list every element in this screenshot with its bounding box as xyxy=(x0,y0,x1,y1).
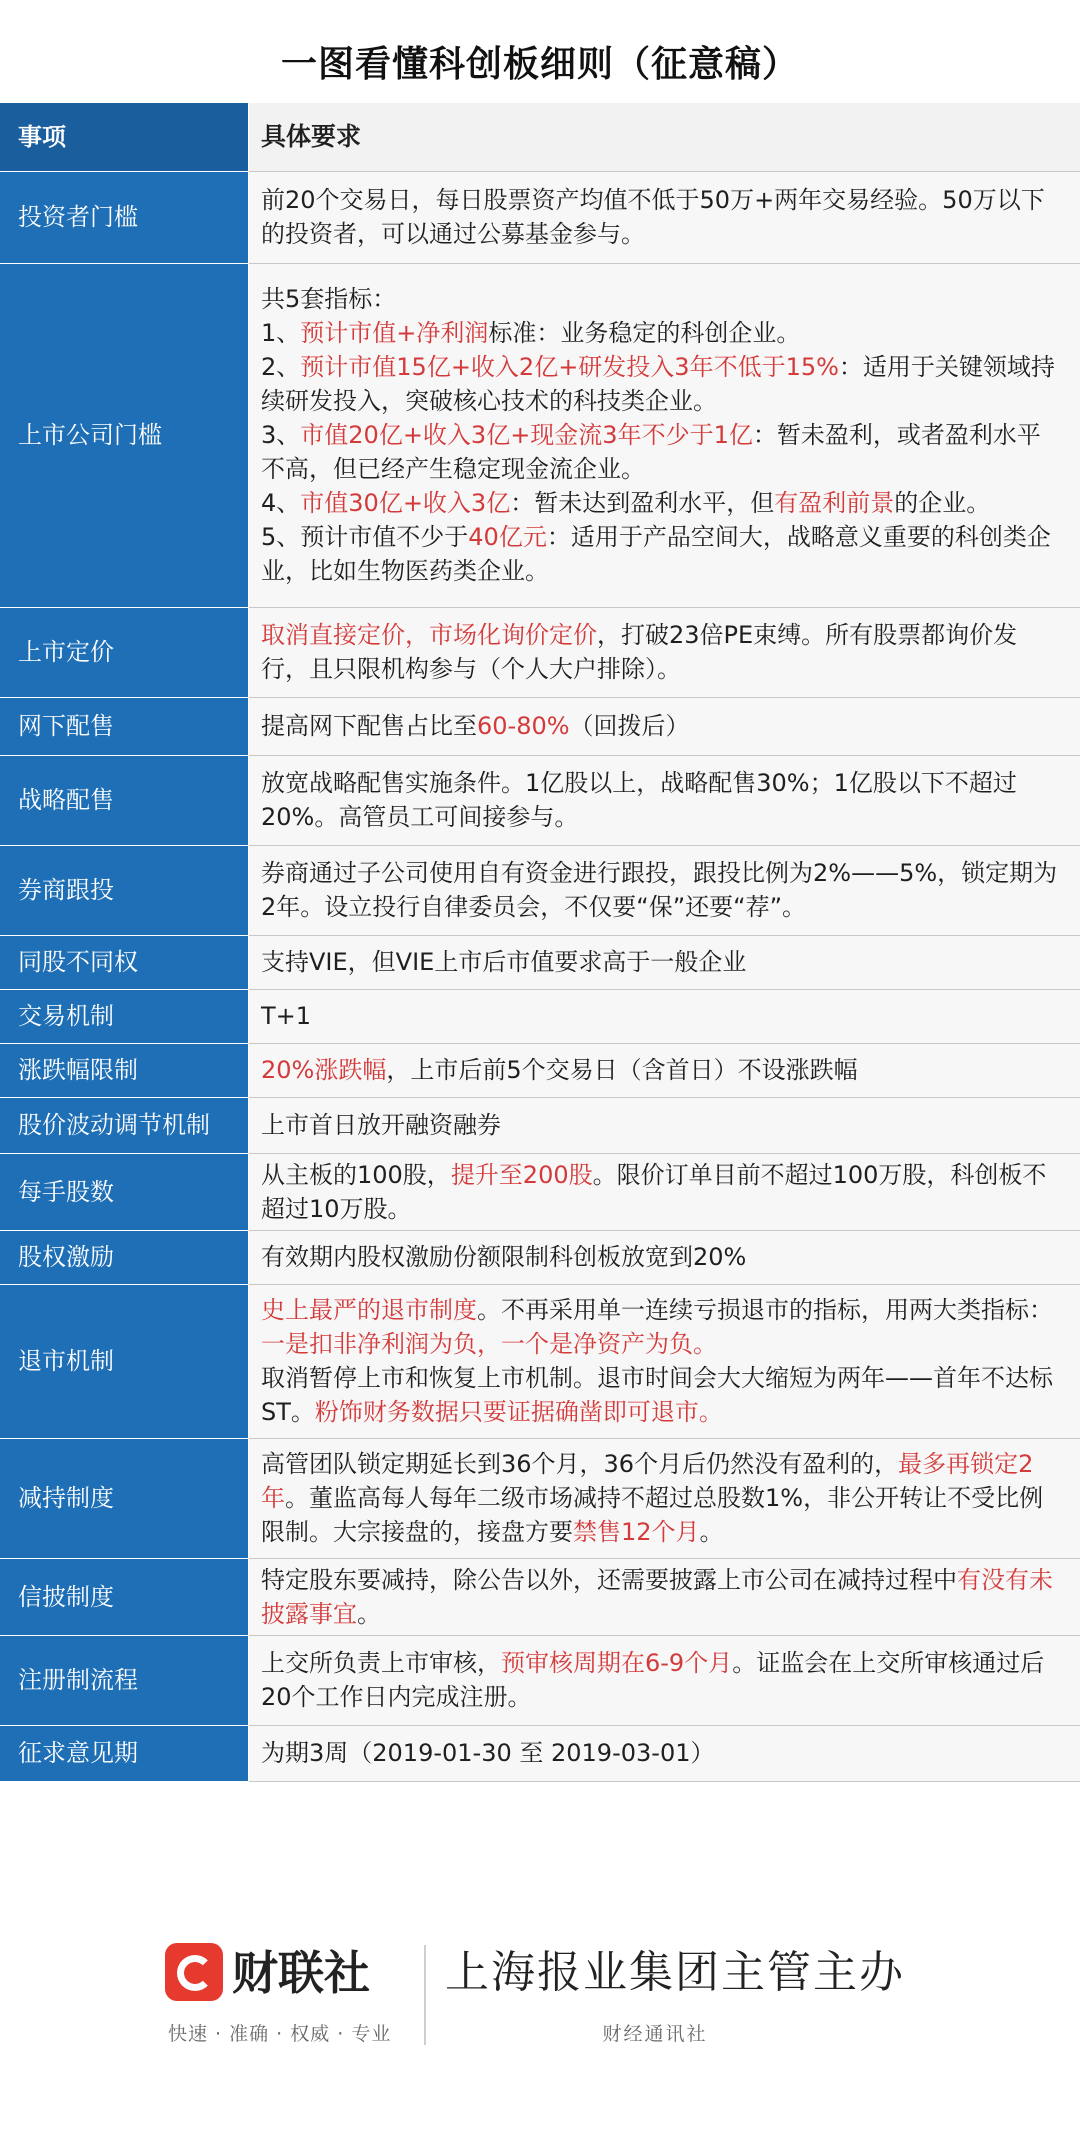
requirement-line xyxy=(261,1293,1064,1327)
table-row xyxy=(0,1230,1080,1284)
header-item-cell: 事项 xyxy=(0,103,249,171)
highlighted-text: 60-80% xyxy=(477,712,570,740)
table-row xyxy=(0,1153,1080,1230)
highlighted-text: 一是扣非净利润为负，一个是净资产为负。 xyxy=(261,1330,717,1358)
row-requirement xyxy=(249,1558,1080,1635)
row-requirement xyxy=(249,755,1080,845)
rules-table xyxy=(0,103,1080,1782)
caijing-c-logo-icon xyxy=(165,1943,223,2001)
row-requirement xyxy=(249,697,1080,755)
brand-slogan: 快速 · 准确 · 权威 · 专业 xyxy=(168,2023,392,2045)
requirement-line xyxy=(261,766,1064,834)
requirement-text: 3、 xyxy=(261,421,301,449)
requirement-text: 取消暂停上市和恢复上市机制。退市时间会大大缩短为两年——首年不达标ST。 xyxy=(261,1364,1053,1426)
requirement-line xyxy=(261,1361,1064,1429)
row-item-label: 上市公司门槛 xyxy=(0,263,249,607)
table-row xyxy=(0,697,1080,755)
requirement-line xyxy=(261,1563,1064,1631)
requirement-text: 。证监会在上交所审核通过后20个工作日内完成注册。 xyxy=(261,1649,1045,1711)
requirement-line xyxy=(261,183,1064,251)
requirement-text: ，上市后前5个交易日（含首日）不设涨跌幅 xyxy=(386,1056,858,1084)
row-item-label: 涨跌幅限制 xyxy=(0,1043,249,1097)
row-requirement xyxy=(249,171,1080,263)
requirement-text: 。限价订单目前不超过100万股，科创板不超过10万股。 xyxy=(261,1160,1047,1223)
requirement-text: 高管团队锁定期延长到36个月，36个月后仍然没有盈利的， xyxy=(261,1450,899,1478)
requirement-line xyxy=(261,282,1064,316)
row-item-label: 信披制度 xyxy=(0,1558,249,1635)
row-requirement xyxy=(249,1284,1080,1438)
table-row xyxy=(0,1097,1080,1153)
requirement-line xyxy=(261,350,1064,418)
requirement-line xyxy=(261,618,1064,686)
requirement-text: ：适用于产品空间大，战略意义重要的科创类企业，比如生物医药类企业。 xyxy=(261,523,1051,585)
table-row xyxy=(0,263,1080,607)
footer-divider xyxy=(424,1945,426,2045)
row-requirement xyxy=(249,1230,1080,1284)
row-requirement xyxy=(249,989,1080,1043)
highlighted-text: 预计市值+净利润 xyxy=(300,319,489,347)
table-row xyxy=(0,1284,1080,1438)
row-item-label: 战略配售 xyxy=(0,755,249,845)
row-item-label: 交易机制 xyxy=(0,989,249,1043)
table-row xyxy=(0,1558,1080,1635)
requirement-line xyxy=(261,520,1064,588)
row-item-label: 征求意见期 xyxy=(0,1725,249,1781)
row-requirement xyxy=(249,1635,1080,1725)
requirement-text: 提高网下配售占比至 xyxy=(261,712,477,740)
row-requirement xyxy=(249,845,1080,935)
highlighted-text: 40亿元 xyxy=(468,523,547,551)
requirement-text: 。不再采用单一连续亏损退市的指标，用两大类指标： xyxy=(477,1296,1053,1324)
requirement-text: 支持VIE，但VIE上市后市值要求高于一般企业 xyxy=(261,948,747,976)
highlighted-text: 市值30亿+收入3亿 xyxy=(300,489,511,517)
row-item-label: 同股不同权 xyxy=(0,935,249,989)
requirement-line xyxy=(261,1327,1064,1361)
requirement-line xyxy=(261,1736,1064,1770)
requirement-line xyxy=(261,945,1064,979)
requirement-text: ：暂未达到盈利水平，但 xyxy=(510,489,775,517)
table-row xyxy=(0,989,1080,1043)
requirement-line xyxy=(261,1108,1064,1142)
table-row xyxy=(0,607,1080,697)
requirement-line xyxy=(261,856,1064,924)
requirement-text: 为期3周（2019-01-30 至 2019-03-01） xyxy=(261,1739,715,1767)
row-item-label: 股价波动调节机制 xyxy=(0,1097,249,1153)
highlighted-text: 禁售12个月 xyxy=(573,1518,700,1546)
row-item-label: 投资者门槛 xyxy=(0,171,249,263)
row-item-label: 每手股数 xyxy=(0,1153,249,1230)
row-requirement xyxy=(249,1438,1080,1558)
requirement-text: T+1 xyxy=(261,1002,312,1030)
table-row xyxy=(0,1043,1080,1097)
publisher-subtitle: 财经通讯社 xyxy=(602,2023,708,2045)
requirement-text: 。 xyxy=(357,1599,381,1628)
row-item-label: 退市机制 xyxy=(0,1284,249,1438)
requirement-text: 2、 xyxy=(261,353,301,381)
requirement-text: 前20个交易日，每日股票资产均值不低于50万+两年交易经验。50万以下的投资者，可以通过公募基金参与。 xyxy=(261,186,1045,248)
row-requirement xyxy=(249,1153,1080,1230)
highlighted-text: 提升至200股 xyxy=(450,1160,593,1189)
highlighted-text: 有没有未披露事宜 xyxy=(261,1565,1053,1628)
row-item-label: 股权激励 xyxy=(0,1230,249,1284)
requirement-line xyxy=(261,1646,1064,1714)
brand-name: 财联社 xyxy=(232,1946,370,2000)
requirement-text: ：适用于关键领域持续研发投入，突破核心技术的科技类企业。 xyxy=(261,353,1055,415)
requirement-text: 的企业。 xyxy=(894,489,991,517)
requirement-line xyxy=(261,316,1064,350)
requirement-text: 上市首日放开融资融券 xyxy=(261,1111,501,1139)
footer xyxy=(0,1935,1080,2055)
requirement-text: 5、预计市值不少于 xyxy=(261,523,469,551)
table-row xyxy=(0,1438,1080,1558)
requirement-text: 券商通过子公司使用自有资金进行跟投，跟投比例为2%——5%，锁定期为2年。设立投行自律委员会，不仅要“保”还要“荐”。 xyxy=(261,859,1058,921)
table-header-row xyxy=(0,103,1080,171)
row-requirement xyxy=(249,1043,1080,1097)
requirement-line xyxy=(261,999,1064,1033)
highlighted-text: 史上最严的退市制度 xyxy=(261,1296,477,1324)
requirement-text: ：暂未盈利，或者盈利水平不高，但已经产生稳定现金流企业。 xyxy=(261,421,1041,483)
row-requirement xyxy=(249,1725,1080,1781)
highlighted-text: 预审核周期在6-9个月 xyxy=(501,1649,733,1677)
requirement-text: 上交所负责上市审核， xyxy=(261,1649,501,1677)
rules-table-body xyxy=(0,103,1080,1781)
highlighted-text: 预计市值15亿+收入2亿+研发投入3年不低于15% xyxy=(300,353,839,381)
requirement-text: 有效期内股权激励份额限制科创板放宽到20% xyxy=(261,1243,747,1271)
table-row xyxy=(0,171,1080,263)
requirement-text: 从主板的100股， xyxy=(261,1160,451,1189)
requirement-text: 1、 xyxy=(261,319,301,347)
row-requirement xyxy=(249,263,1080,607)
highlighted-text: 有盈利前景 xyxy=(774,489,895,517)
table-row xyxy=(0,935,1080,989)
requirement-line xyxy=(261,1158,1064,1226)
table-row xyxy=(0,755,1080,845)
row-item-label: 上市定价 xyxy=(0,607,249,697)
row-item-label: 减持制度 xyxy=(0,1438,249,1558)
requirement-text: 特定股东要减持，除公告以外，还需要披露上市公司在减持过程中 xyxy=(261,1565,957,1594)
row-requirement xyxy=(249,935,1080,989)
table-row xyxy=(0,1635,1080,1725)
requirement-text: 放宽战略配售实施条件。1亿股以上，战略配售30%；1亿股以下不超过20%。高管员工可间接参与。 xyxy=(261,769,1017,831)
highlighted-text: 粉饰财务数据只要证据确凿即可退市。 xyxy=(314,1398,723,1426)
requirement-text: 共5套指标： xyxy=(261,285,397,313)
table-row xyxy=(0,1725,1080,1781)
table-row xyxy=(0,845,1080,935)
requirement-text: 。 xyxy=(699,1518,724,1546)
highlighted-text: 取消直接定价，市场化询价定价 xyxy=(261,621,597,649)
header-requirement-cell: 具体要求 xyxy=(249,103,1080,171)
requirement-text: ，打破23倍PE束缚。所有股票都询价发行，且只限机构参与（个人大户排除）。 xyxy=(261,621,1018,683)
requirement-line xyxy=(261,486,1064,520)
requirement-line xyxy=(261,1053,1064,1087)
requirement-text: 4、 xyxy=(261,489,301,517)
highlighted-text: 最多再锁定2年 xyxy=(261,1450,1034,1512)
publisher-text: 上海报业集团主管主办 xyxy=(445,1947,905,1998)
requirement-text: 标准：业务稳定的科创企业。 xyxy=(488,319,801,347)
requirement-line xyxy=(261,1447,1064,1549)
requirement-text: （回拨后） xyxy=(569,712,690,740)
requirement-line xyxy=(261,709,1064,743)
row-requirement xyxy=(249,1097,1080,1153)
row-requirement xyxy=(249,607,1080,697)
row-item-label: 网下配售 xyxy=(0,697,249,755)
requirement-text: 。董监高每人每年二级市场减持不超过总股数1%，非公开转让不受比例限制。大宗接盘的，接盘方要 xyxy=(261,1484,1044,1546)
highlighted-text: 20%涨跌幅 xyxy=(261,1056,387,1084)
requirement-line xyxy=(261,1240,1064,1274)
row-item-label: 券商跟投 xyxy=(0,845,249,935)
page-title: 一图看懂科创板细则（征意稿） xyxy=(280,44,799,85)
requirement-line xyxy=(261,418,1064,486)
highlighted-text: 市值20亿+收入3亿+现金流3年不少于1亿 xyxy=(300,421,753,449)
row-item-label: 注册制流程 xyxy=(0,1635,249,1725)
